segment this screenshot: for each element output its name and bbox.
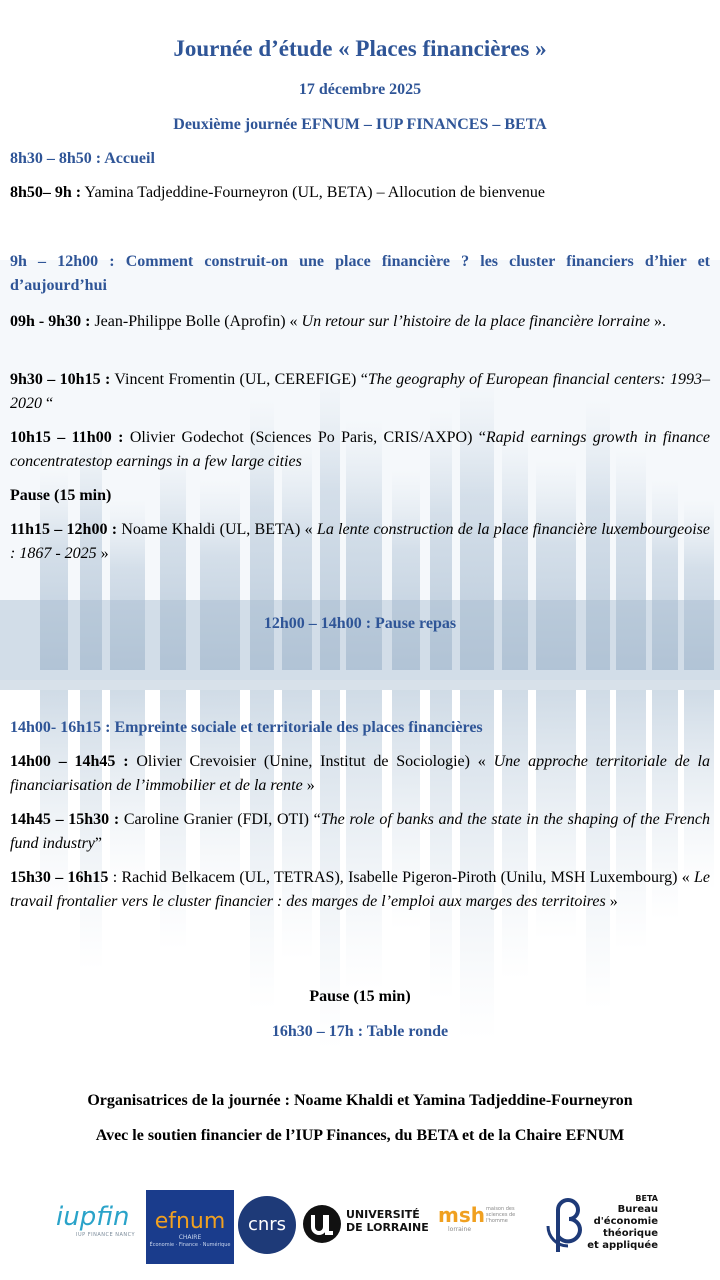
talk6-title: The role of banks and the state in the shaping of the French fund industry [10, 811, 711, 852]
beta-logo [544, 1192, 714, 1264]
beta-line2: Bureau [617, 1204, 658, 1215]
talk2-end: “ [42, 395, 54, 412]
talk6-speaker: Caroline Granier (FDI, OTI) “ [119, 811, 321, 828]
beta-line3: d'économie [593, 1216, 658, 1227]
talk6-end: ” [94, 835, 102, 852]
talk7-time: 15h30 – 16h15 [10, 869, 109, 886]
pause1 [10, 484, 710, 508]
accueil-line: 8h30 – 8h50 : Accueil [10, 150, 155, 167]
efnum-logo [146, 1190, 234, 1264]
pause1-label: Pause (15 min) [10, 487, 112, 504]
welcome-line [10, 181, 710, 205]
talk6 [10, 808, 710, 856]
efnum-sub1: CHAIRE [178, 1234, 202, 1241]
talk1-time: 09h - 9h30 : [10, 313, 91, 330]
talk6-time: 14h45 – 15h30 : [10, 811, 120, 828]
efnum-sub2: Économie · Finance · Numérique [149, 1242, 231, 1248]
talk3-time: 10h15 – 11h00 : [10, 429, 124, 446]
ul-line2: DE LORRAINE [346, 1221, 429, 1234]
talk4-title: La lente construction de la place financière luxembourgeoise : 1867 - 2025 [10, 521, 710, 562]
welcome-time: 8h50– 9h : [10, 184, 82, 201]
talk4-end: » [96, 545, 109, 562]
event-subtitle: Deuxième journée EFNUM – IUP FINANCES – BETA [173, 116, 547, 133]
talk4-speaker: Noame Khaldi (UL, BETA) « [117, 521, 317, 538]
talk7-speaker: : Rachid Belkacem (UL, TETRAS), Isabelle Pigeron-Piroth (Unilu, MSH Luxembourg) « [108, 869, 695, 886]
talk5 [10, 750, 710, 798]
beta-line4: théorique [603, 1228, 658, 1239]
organizers-line: Organisatrices de la journée : Noame Khaldi et Yamina Tadjeddine-Fourneyron [87, 1092, 633, 1109]
round-table: 16h30 – 17h : Table ronde [271, 1023, 449, 1040]
page-title: Journée d’étude « Places financières » [173, 36, 547, 61]
talk2 [10, 368, 710, 416]
support-line: Avec le soutien financier de l’IUP Finances, du BETA et de la Chaire EFNUM [95, 1127, 625, 1144]
msh-logo [438, 1204, 534, 1248]
msh-sub2: lorraine [448, 1226, 472, 1233]
pause2-label: Pause (15 min) [309, 988, 411, 1005]
talk1-end: ». [649, 313, 666, 330]
talk7 [10, 866, 710, 914]
pause2 [0, 985, 720, 1009]
universite-lorraine-logo [302, 1202, 432, 1248]
session1-title: 9h – 12h00 : Comment construit-on une place financière ? les cluster financiers d’hier et d’aujourd’hui [10, 253, 710, 294]
cnrs-wordmark: cnrs [247, 1214, 287, 1235]
cnrs-logo [238, 1196, 296, 1254]
talk5-speaker: Olivier Crevoisier (Unine, Institut de Sociologie) « [128, 753, 494, 770]
beta-line1: BETA [635, 1194, 658, 1203]
lunch-break: 12h00 – 14h00 : Pause repas [263, 615, 457, 632]
talk4 [10, 518, 710, 566]
talk3-speaker: Olivier Godechot (Sciences Po Paris, CRIS/AXPO) “ [123, 429, 486, 446]
talk1 [10, 310, 710, 334]
iupfin-wordmark: iupfin [56, 1202, 130, 1232]
session2-title: 14h00- 16h15 : Empreinte sociale et territoriale des places financières [10, 719, 483, 736]
efnum-wordmark: efnum [154, 1209, 226, 1234]
talk5-title: Une approche territoriale de la financiarisation de l’immobilier et de la rente [10, 753, 710, 794]
beta-symbol-icon [544, 1196, 592, 1256]
talk1-title: Un retour sur l’histoire de la place financière lorraine [301, 313, 650, 330]
talk5-time: 14h00 – 14h45 : [10, 753, 129, 770]
talk5-end: » [302, 777, 315, 794]
msh-wordmark: msh [438, 1203, 485, 1227]
talk7-title: Le travail frontalier vers le cluster financier : des marges de l’emploi aux marges des territoires [10, 869, 711, 910]
msh-sub1: maison des sciences de l'homme [486, 1206, 516, 1224]
event-date: 17 décembre 2025 [298, 81, 422, 98]
iupfin-logo [56, 1202, 136, 1252]
talk7-end: » [605, 893, 618, 910]
talk3-title: Rapid earnings growth in finance concentratestop earnings in a few large cities [10, 429, 710, 470]
partner-logos [0, 1188, 720, 1268]
iupfin-subtitle: IUP FINANCE NANCY [76, 1232, 136, 1238]
talk1-speaker: Jean-Philippe Bolle (Aprofin) « [90, 313, 302, 330]
talk2-time: 9h30 – 10h15 : [10, 371, 111, 388]
welcome-text: Yamina Tadjeddine-Fourneyron (UL, BETA) – Allocution de bienvenue [81, 184, 546, 201]
ul-line1: UNIVERSITÉ [346, 1208, 420, 1221]
talk4-time: 11h15 – 12h00 : [10, 521, 118, 538]
talk2-speaker: Vincent Fromentin (UL, CEREFIGE) “ [110, 371, 368, 388]
beta-line5: et appliquée [587, 1240, 658, 1251]
talk2-title: The geography of European financial centers: 1993–2020 [10, 371, 711, 412]
talk3 [10, 426, 710, 474]
ul-emblem-icon [302, 1204, 342, 1244]
